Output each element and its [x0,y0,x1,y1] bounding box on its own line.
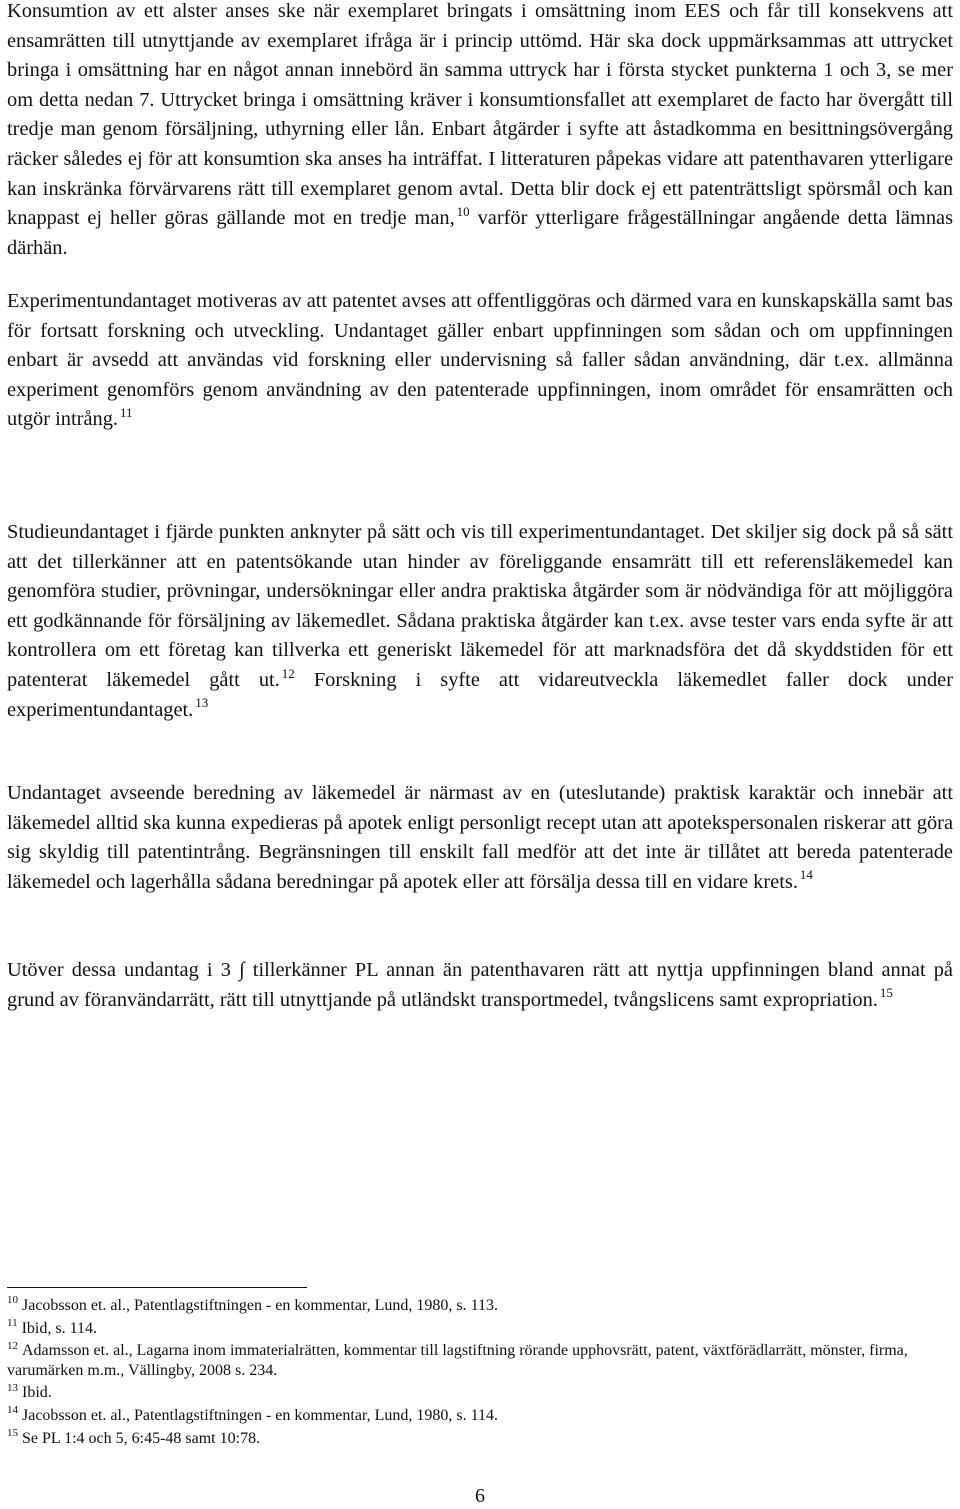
footnote-text: Jacobsson et. al., Patentlagstiftningen - en kommentar, Lund, 1980, s. 114. [22,1406,499,1424]
paragraph-text: Experimentundantaget motiveras av att patentet avses att offentliggöras och därmed vara en kunskapskälla samt bas för fortsatt forskning och utveckling. Undantaget gäller enbart uppfinningen som sådan och om uppfinningen enbart är avsedd att användas vid forskning eller undervisning så faller sådan användning, där t.ex. allmänna experiment genomförs genom användning av den patenterade uppfinningen, inom området för ensamrätten och utgör intrång. [7,290,953,431]
paragraph-text: Studieundantaget i fjärde punkten anknyter på sätt och vis till experimentundantaget. Det skiljer sig dock på så sätt att det tillerkänner att en patentsökande utan hinder av föreliggande ensamrätt till ett referensläkemedel kan genomföra studier, prövningar, undersökningar eller andra praktiska åtgärder som är nödvändiga för att möjliggöra ett godkännande för försäljning av läkemedlet. Sådana praktiska åtgärder kan t.ex. avse tester vars enda syfte är att kontrollera om ett företag kan tillverka ett generiskt läkemedel för att marknadsföra det då skyddstiden för ett patenterat läkemedel gått ut. [7,521,953,691]
footnote-reference-11: 11 [120,404,133,420]
body-paragraph-4 [7,779,953,897]
footnote-12 [7,1341,937,1380]
paragraph-text: Utöver dessa undantag i 3 ∫ tillerkänner PL annan än patenthavaren rätt att nyttja uppfinningen bland annat på grund av föranvändarrätt, rätt till utnyttjande på utländskt transportmedel, tvångslicens samt expropriation. [7,959,953,1011]
body-paragraph-2 [7,287,953,435]
paragraph-text: Undantaget avseende beredning av läkemedel är närmast av en (uteslutande) praktisk karaktär och innebär att läkemedel alltid ska kunna expedieras på apotek enligt personligt recept utan att apotekspersonalen riskerar att göra sig skyldig till patentintrång. Begränsningen till enskilt fall medför att det inte är tillåtet att bereda patenterade läkemedel och lagerhålla sådana beredningar på apotek eller att försälja dessa till en vidare krets. [7,782,953,893]
footnote-11 [7,1319,937,1339]
body-paragraph-1 [7,0,953,263]
footnote-text: Ibid. [22,1384,52,1402]
paragraph-text: Konsumtion av ett alster anses ske när exemplaret bringats i omsättning inom EES och får till konsekvens att ensamrätten till utnyttjande av exemplaret ifråga är i princip uttömd. Här ska dock uppmärksammas att uttrycket bringa i omsättning har en något annan innebörd än samma uttryck har i första stycket punkterna 1 och 3, se mer om detta nedan 7. Uttrycket bringa i omsättning kräver i konsumtionsfallet att exemplaret de facto har övergått till tredje man genom försäljning, uthyrning eller lån. Enbart åtgärder i syfte att åstadkomma en besittningsövergång räcker således ej för att konsumtion ska anses ha inträffat. I litteraturen påpekas vidare att patenthavaren ytterligare kan inskränka förvärvarens rätt till exemplaret genom avtal. Detta blir dock ej ett patenträttsligt spörsmål och kan knappast ej heller göras gällande mot en tredje man, [7,0,953,230]
footnote-text: Adamsson et. al., Lagarna inom immaterialrätten, kommentar till lagstiftning rörande upphovsrätt, patent, växtförädlarrätt, mönster, firma, varumärken m.m., Vällingby, 2008 s. 234. [7,1342,908,1379]
footnote-text: Ibid, s. 114. [21,1319,97,1337]
footnote-text: Se PL 1:4 och 5, 6:45-48 samt 10:78. [22,1429,261,1447]
footnote-number: 15 [7,1426,18,1439]
body-paragraph-3 [7,518,953,725]
footnote-number: 14 [7,1404,18,1417]
footnote-text: Jacobsson et. al., Patentlagstiftningen - en kommentar, Lund, 1980, s. 113. [22,1297,499,1314]
footnote-reference-13: 13 [195,695,209,711]
footnote-number: 12 [7,1339,18,1352]
footnote-15 [7,1426,937,1449]
page-number: 6 [475,1485,485,1507]
footnote-13 [7,1383,937,1403]
footnote-separator [7,1287,307,1288]
paragraph-text: varför ytterligare frågeställningar angående detta lämnas därhän. [7,207,954,259]
footnote-reference-14: 14 [799,867,813,883]
footnote-10 [7,1296,937,1316]
footnote-14 [7,1406,937,1426]
body-paragraph-5 [7,956,953,1015]
footnote-number: 13 [7,1381,18,1394]
footnote-number: 11 [7,1317,18,1329]
footnote-reference-10: 10 [456,203,470,219]
footnote-reference-12: 12 [281,665,295,681]
footnote-reference-15: 15 [879,985,893,1001]
footnote-number: 10 [7,1294,18,1307]
footnote-list [7,1296,937,1451]
paragraph-text: Forskning i syfte att vidareutveckla läkemedlet faller dock under experimentundantaget. [7,668,953,721]
